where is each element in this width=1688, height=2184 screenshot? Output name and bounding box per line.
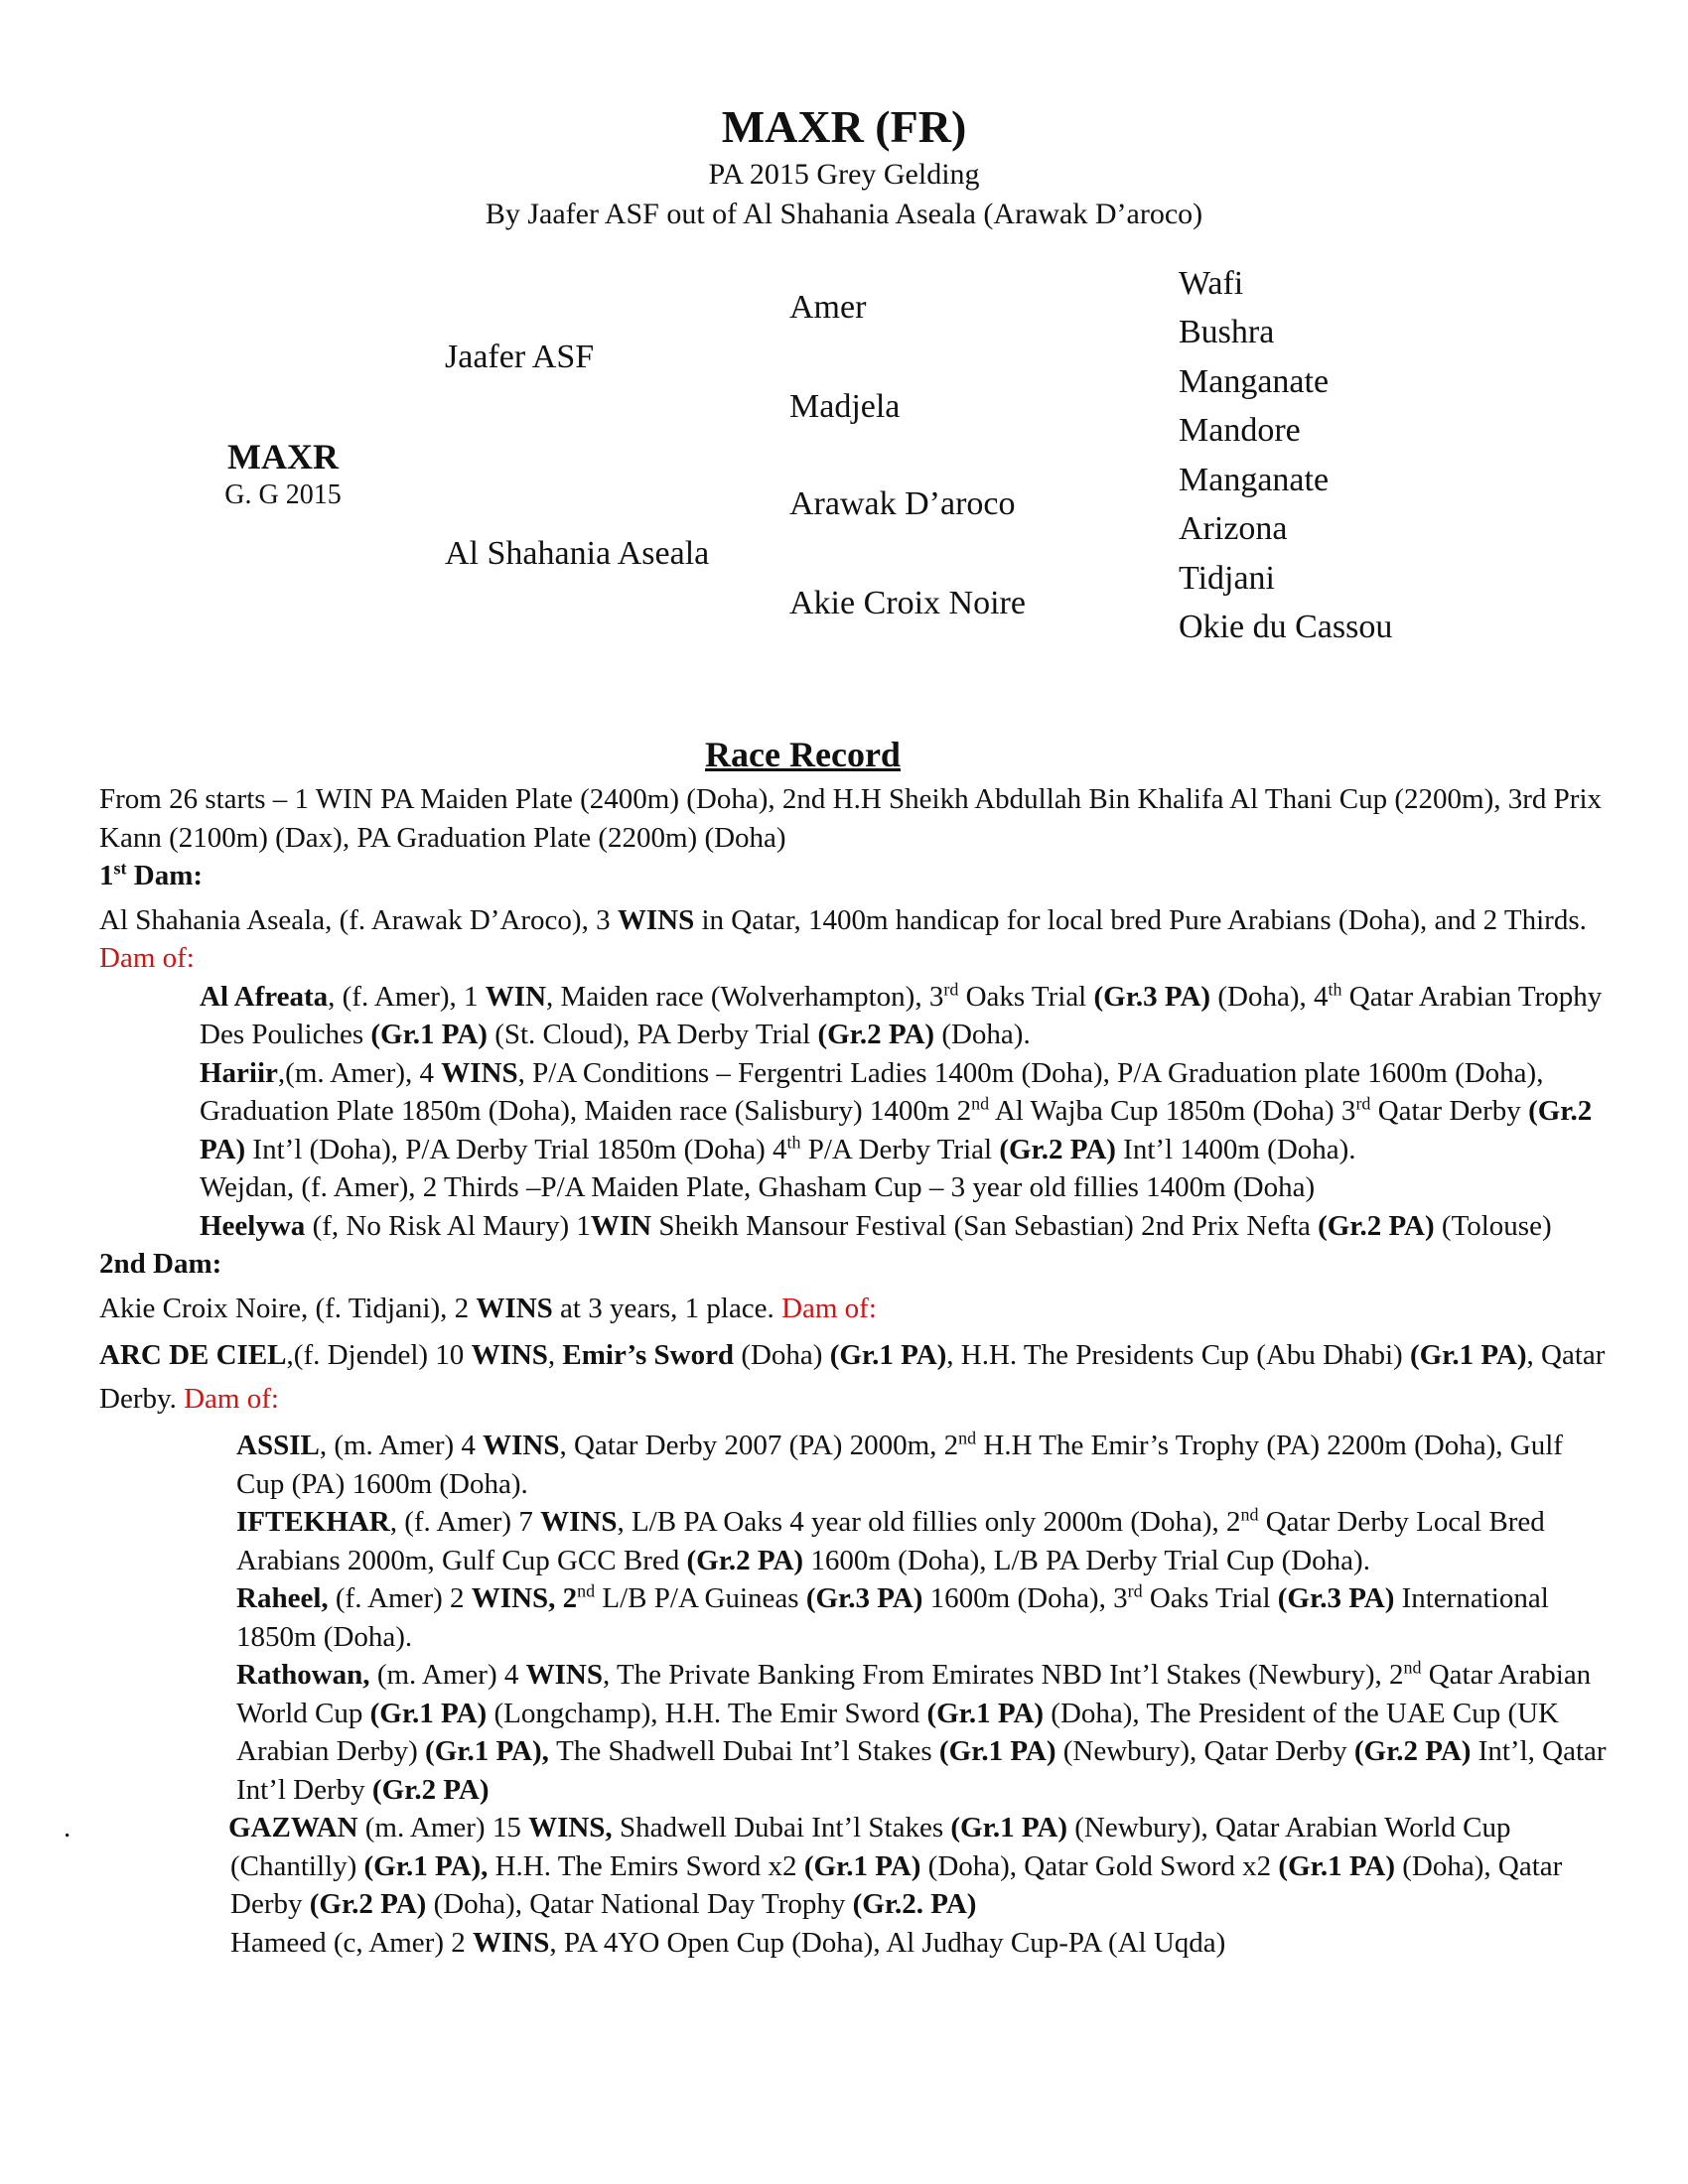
second-dam-heading: 2nd Dam: [99, 1248, 222, 1280]
pedigree-sire: Jaafer ASF [445, 339, 595, 375]
pedigree-great-grandparent: Manganate [1179, 363, 1330, 400]
offspring-entry: . GAZWAN (m. Amer) 15 WINS, Shadwell Dubai Int’l Stakes (Gr.1 PA) (Newbury), Qatar Arabian World Cup (Chantilly) (Gr.1 PA), H.H. The Emirs Sword x2 (Gr.1 PA) (Doha), Qatar Gold Sword x2 (Gr.1 PA) (Doha), Qatar Derby (Gr.2 PA) (Doha), Qatar National Day Trophy (Gr.2. PA) [99, 1809, 1609, 1924]
pedigree-great-grandparent: Arizona [1179, 510, 1288, 547]
offspring-entry: ASSIL, (m. Amer) 4 WINS, Qatar Derby 2007 (PA) 2000m, 2nd H.H The Emir’s Trophy (PA) 2200m (Doha), Gulf Cup (PA) 1600m (Doha). [236, 1428, 1563, 1500]
horse-breeding: By Jaafer ASF out of Al Shahania Aseala (Arawak D’aroco) [485, 198, 1203, 230]
offspring-entry: Hameed (c, Amer) 2 WINS, PA 4YO Open Cup (Doha), Al Judhay Cup-PA (Al Uqda) [230, 1926, 1226, 1959]
document-body [64, 780, 1609, 1962]
offspring-entry: Heelywa (f, No Risk Al Maury) 1WIN Sheikh Mansour Festival (San Sebastian) 2nd Prix Nefta (Gr.2 PA) (Tolouse) [200, 1209, 1552, 1242]
pedigree-dam: Al Shahania Aseala [445, 535, 710, 572]
pedigree-great-grandparent: Wafi [1179, 265, 1244, 302]
subject-info: G. G 2015 [224, 479, 342, 510]
horse-title: MAXR (FR) [721, 101, 967, 152]
horse-description: PA 2015 Grey Gelding [708, 158, 980, 191]
document-header [0, 99, 1688, 234]
pedigree-great-grandparent: Tidjani [1179, 560, 1276, 597]
pedigree-subject [169, 435, 397, 512]
race-record-heading: Race Record [705, 735, 901, 774]
offspring-entry: Wejdan, (f. Amer), 2 Thirds –P/A Maiden Plate, Ghasham Cup – 3 year old fillies 1400m (Doha) [200, 1171, 1316, 1203]
first-dam-heading: 1st Dam: [99, 858, 204, 891]
race-record-summary: From 26 starts – 1 WIN PA Maiden Plate (2400m) (Doha), 2nd H.H Sheikh Abdullah Bin Khalifa Al Thani Cup (2200m), 3rd Prix Kann (2100m) (Dax), PA Graduation Plate (2200m) (Doha) [99, 783, 1602, 854]
third-dam-record: ARC DE CIEL,(f. Djendel) 10 WINS, Emir’s Sword (Doha) (Gr.1 PA), H.H. The Presidents Cup (Abu Dhabi) (Gr.1 PA), Qatar Derby. Dam of: [99, 1339, 1606, 1415]
pedigree-grandparent: Madjela [789, 388, 901, 425]
offspring-entry: Al Afreata, (f. Amer), 1 WIN, Maiden race (Wolverhampton), 3rd Oaks Trial (Gr.3 PA) (Doha), 4th Qatar Arabian Trophy Des Pouliches (Gr.1 PA) (St. Cloud), PA Derby Trial (Gr.2 PA) (Doha). [200, 978, 1603, 1050]
offspring-entry: Rathowan, (m. Amer) 4 WINS, The Private Banking From Emirates NBD Int’l Stakes (Newbury), 2nd Qatar Arabian World Cup (Gr.1 PA) (Longchamp), H.H. The Emir Sword (Gr.1 PA) (Doha), The President of the UAE Cup (UK Arabian Derby) (Gr.1 PA), The Shadwell Dubai Int’l Stakes (Gr.1 PA) (Newbury), Qatar Derby (Gr.2 PA) Int’l, Qatar Int’l Derby (Gr.2 PA) [236, 1657, 1607, 1806]
bullet-dot: . [64, 1812, 71, 1843]
pedigree-grandparent: Amer [789, 289, 867, 326]
pedigree-great-grandparent: Manganate [1179, 462, 1330, 498]
offspring-entry: Hariir,(m. Amer), 4 WINS, P/A Conditions – Fergentri Ladies 1400m (Doha), P/A Graduation plate 1600m (Doha), Graduation Plate 1850m (Doha), Maiden race (Salisbury) 1400m 2nd Al Wajba Cup 1850m (Doha) 3rd Qatar Derby (Gr.2 PA) Int’l (Doha), P/A Derby Trial 1850m (Doha) 4th P/A Derby Trial (Gr.2 PA) Int’l 1400m (Doha). [200, 1056, 1593, 1165]
pedigree-great-grandparent: Okie du Cassou [1179, 609, 1393, 645]
offspring-entry: Raheel, (f. Amer) 2 WINS, 2nd L/B P/A Guineas (Gr.3 PA) 1600m (Doha), 3rd Oaks Trial (Gr.3 PA) International 1850m (Doha). [236, 1580, 1549, 1653]
pedigree-grandparent: Arawak D’aroco [789, 485, 1016, 522]
pedigree-grandparent: Akie Croix Noire [789, 585, 1026, 621]
pedigree-great-grandparent: Mandore [1179, 412, 1301, 449]
offspring-entry: IFTEKHAR, (f. Amer) 7 WINS, L/B PA Oaks 4 year old fillies only 2000m (Doha), 2nd Qatar Derby Local Bred Arabians 2000m, Gulf Cup GCC Bred (Gr.2 PA) 1600m (Doha), L/B PA Derby Trial Cup (Doha). [236, 1504, 1545, 1576]
second-dam-record: Akie Croix Noire, (f. Tidjani), 2 WINS at 3 years, 1 place. Dam of: [99, 1292, 877, 1324]
first-dam-record: Al Shahania Aseala, (f. Arawak D’Aroco), 3 WINS in Qatar, 1400m handicap for local bred Pure Arabians (Doha), and 2 Thirds. Dam of: [99, 903, 1587, 974]
subject-name: MAXR [227, 437, 339, 477]
pedigree-great-grandparent: Bushra [1179, 314, 1275, 350]
